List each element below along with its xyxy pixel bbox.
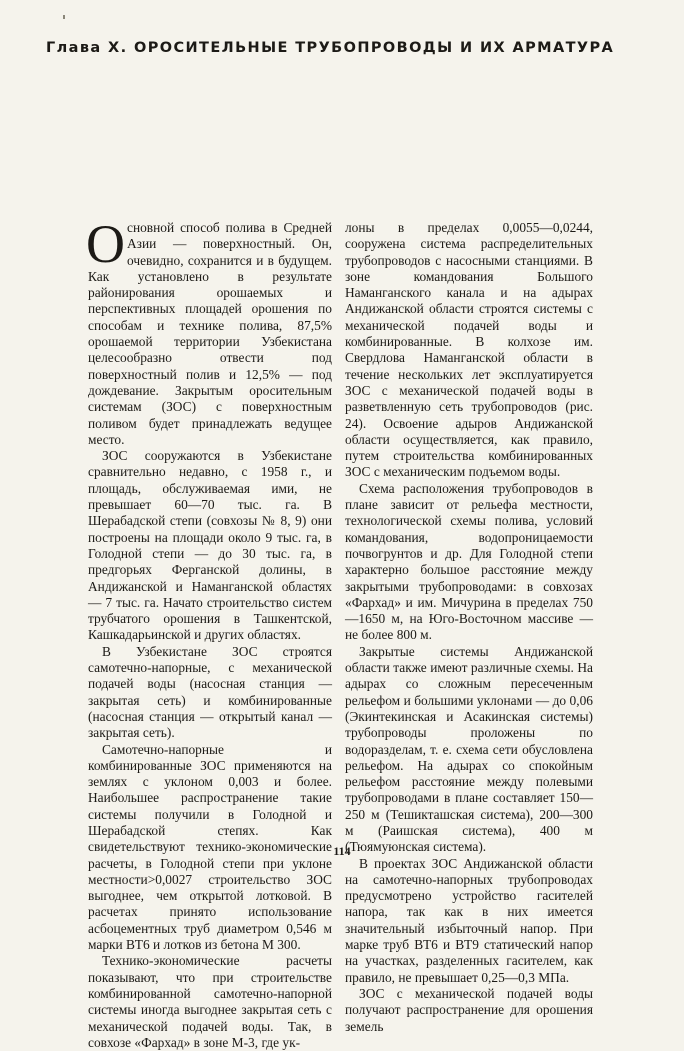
paragraph-10: ЗОС с механической подачей воды получают распространение для орошения земель xyxy=(345,985,593,1034)
paragraph-1 xyxy=(86,214,332,448)
paragraph-8: Закрытые системы Андижанской области также имеют различные схемы. На адырах со сложным пересеченным рельефом и большими уклонами — до 0,06 (Экинтекинская и Асакинская системы) трубопроводы проложены по водоразделам, т. е. схема сети обусловлена рельефом. На адырах со спокойным рельефом расстояние между полевыми трубопроводами в плане составляет 150—250 м (Тешикташская система), 200—300 м (Раишская система), 400 м (Тюямуюнская система). xyxy=(345,643,593,855)
paper-speck xyxy=(63,15,65,19)
paragraph-2: ЗОС сооружаются в Узбекистане сравнительно недавно, с 1958 г., и площадь, обслуживаемая ими, не превышает 60—70 тыс. га. В Шерабадской степи (совхозы № 8, 9) они построены на площади около 9 тыс. га, в Голодной степи — до 30 тыс. га, в предгорьях Ферганской долины, в Андижанской и Наманганской областях — 7 тыс. га. Начато строительство систем трубчатого орошения в Ташкентской, Кашкадарьинской и других областях. xyxy=(88,448,332,643)
paragraph-5: Технико-экономические расчеты показывают, что при строительстве комбинированной самотечно-напорной системы иногда выгоднее закрытая сеть с механической подачей воды. Так, в совхозе «Фархад» в зоне М-3, где ук- xyxy=(88,953,332,1050)
paragraph-1-text: сновной способ полива в Средней Азии — поверхностный. Он, очевидно, сохранится и в будущем. Как установлено в результате районирования орошаемых и перспективных площадей орошения по способам и технике полива, 87,5% орошаемой территории Узбекистана целесообразно отвести под поверхностный полив и 12,5% — под дождевание. Закрытым оросительным системам (ЗОС) с поверхностным поливом будет принадлежать ведущее место. xyxy=(88,220,332,447)
chapter-title: Глава X. ОРОСИТЕЛЬНЫЕ ТРУБОПРОВОДЫ И ИХ АРМАТУРА xyxy=(46,40,615,56)
paragraph-3: В Узбекистане ЗОС строятся самотечно-напорные, с механической подачей воды (насосная станция — закрытая сеть) и комбинированные (насосная станция — открытый канал — закрытая сеть). xyxy=(88,643,332,741)
paragraph-9: В проектах ЗОС Андижанской области на самотечно-напорных трубопроводах предусмотрено устройство гасителей напора, так как в них имеется значительный избыточный напор. При марке труб ВТ6 и ВТ9 статический напор на участках, разделенных гасителем, как правило, не превышает 0,25—0,3 МПа. xyxy=(345,855,593,985)
right-column xyxy=(345,220,593,1035)
paragraph-4: Самотечно-напорные и комбинированные ЗОС применяются на землях с уклоном 0,003 и более. Наибольшее распространение такие системы получили в Голодной и Шерабадской степях. Как свидетельствуют технико-экономические расчеты, в Голодной степи при уклоне местности>0,0027 строительство ЗОС выгоднее, чем открытой лотковой. В расчетах принято использование асбоцементных труб диаметром 0,546 м марки ВТ6 и лотков из бетона М 300. xyxy=(88,741,332,953)
left-column xyxy=(86,214,332,1051)
drop-cap: О xyxy=(86,214,125,274)
page-number: 114 xyxy=(333,844,351,858)
paragraph-6: лоны в пределах 0,0055—0,0244, сооружена система распределительных трубопроводов с насосными станциями. В зоне командования Большого Наманганского канала и на адырах Андижанской области строятся системы с механической подачей воды и комбинированные. В колхозе им. Свердлова Наманганской области в течение нескольких лет эксплуатируется ЗОС с механической подачей воды в разветвленную сеть трубопроводов (рис. 24). Освоение адыров Андижанской области осуществляется, как правило, путем строительства комбинированных ЗОС с механическим подъемом воды. xyxy=(345,220,593,480)
paragraph-7: Схема расположения трубопроводов в плане зависит от рельефа местности, технологической схемы полива, условий командования, водопроницаемости почвогрунтов и др. Для Голодной степи характерно большое расстояние между закрытыми трубопроводами: в совхозах «Фархад» и им. Мичурина в пределах 750—1650 м, на Юго-Восточном массиве — не более 800 м. xyxy=(345,480,593,643)
